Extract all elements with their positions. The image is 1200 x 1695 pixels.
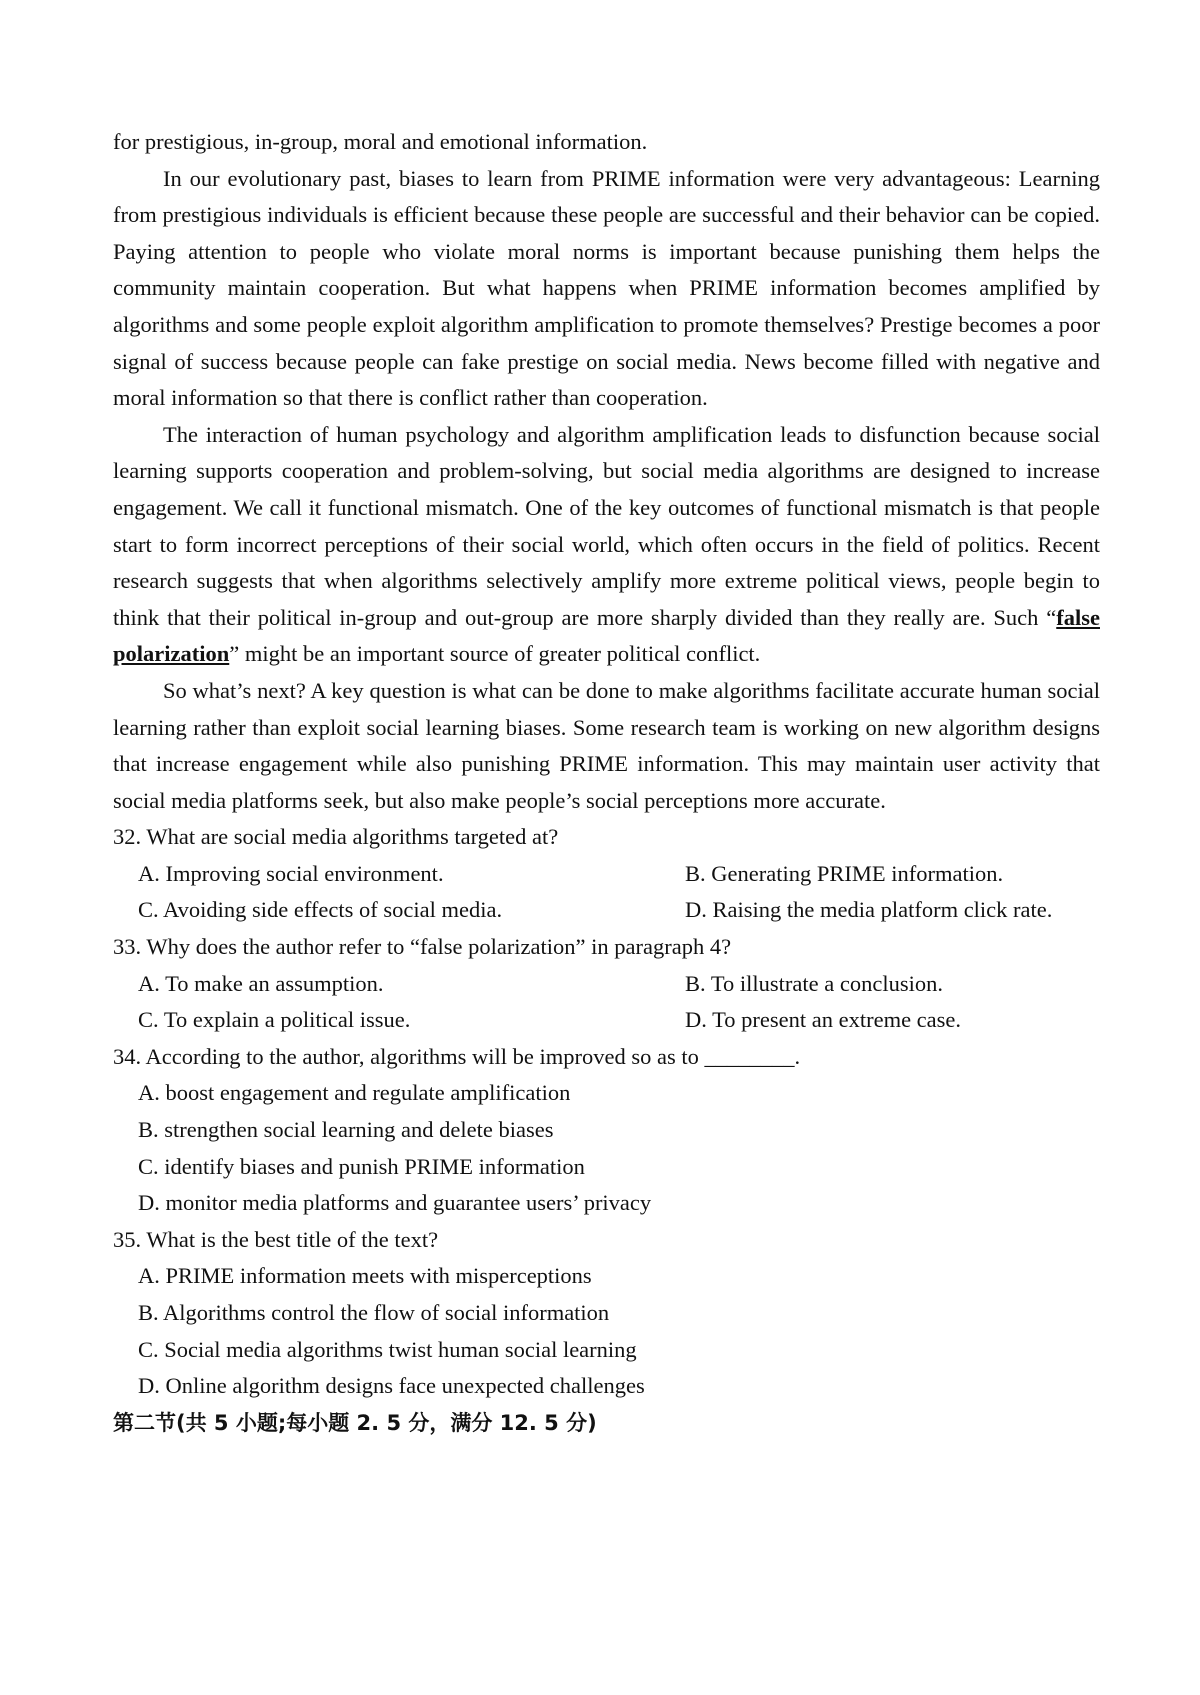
option-row	[113, 966, 1100, 1003]
false-polarization-term: false polarization	[113, 604, 1100, 667]
option-b[interactable]: B. To illustrate a conclusion.	[685, 970, 943, 996]
option-d[interactable]: D. monitor media platforms and guarantee users’ privacy	[138, 1190, 652, 1216]
exam-page	[113, 124, 1100, 1441]
question-stem: 34. According to the author, algorithms will be improved so as to ________.	[113, 1043, 801, 1069]
option-a[interactable]: A. boost engagement and regulate amplification	[138, 1080, 571, 1106]
question-stem: 33. Why does the author refer to “false polarization” in paragraph 4?	[113, 934, 732, 960]
option-c[interactable]: C. Social media algorithms twist human social learning	[138, 1336, 637, 1362]
question-32	[113, 819, 1100, 929]
option-c[interactable]: C. Avoiding side effects of social media.	[138, 897, 503, 923]
option-row	[113, 1002, 1100, 1039]
option-d[interactable]: D. Raising the media platform click rate.	[685, 897, 1053, 923]
section-heading: 第二节(共 5 小题;每小题 2. 5 分，满分 12. 5 分)	[113, 1410, 597, 1435]
option-a[interactable]: A. To make an assumption.	[138, 970, 384, 996]
passage-paragraph-next: So what’s next? A key question is what can be done to make algorithms facilitate accurate human social learning rather than exploit social learning biases. Some research team is working on new algorithm designs that increase engagement while also punishing PRIME information. This may maintain user activity that social media platforms seek, but also make people’s social perceptions more accurate.	[113, 677, 1100, 813]
question-stem: 35. What is the best title of the text?	[113, 1226, 439, 1252]
option-d[interactable]: D. Online algorithm designs face unexpected challenges	[138, 1373, 645, 1399]
question-33	[113, 929, 1100, 1039]
question-35	[113, 1222, 1100, 1405]
option-row	[113, 892, 1100, 929]
option-b[interactable]: B. Generating PRIME information.	[685, 860, 1004, 886]
paragraph-text-after-term: ” might be an important source of greater political conflict.	[229, 641, 761, 667]
option-b[interactable]: B. strengthen social learning and delete biases	[138, 1117, 554, 1143]
option-row	[113, 856, 1100, 893]
passage-paragraph-continued: for prestigious, in-group, moral and emotional information.	[113, 129, 648, 154]
option-a[interactable]: A. PRIME information meets with misperceptions	[138, 1263, 592, 1289]
option-c[interactable]: C. identify biases and punish PRIME information	[138, 1153, 585, 1179]
question-34	[113, 1039, 1100, 1222]
option-a[interactable]: A. Improving social environment.	[138, 860, 444, 886]
passage-paragraph-evolution: In our evolutionary past, biases to learn from PRIME information were very advantageous: Learning from prestigious individuals is efficient because these people are successful and their behavior can be copied. Paying attention to people who violate moral norms is important because punishing them helps the community maintain cooperation. But what happens when PRIME information becomes amplified by algorithms and some people exploit algorithm amplification to promote themselves? Prestige becomes a poor signal of success because people can fake prestige on social media. News become filled with negative and moral information so that there is conflict rather than cooperation.	[113, 165, 1100, 411]
option-c[interactable]: C. To explain a political issue.	[138, 1007, 411, 1033]
question-stem: 32. What are social media algorithms targeted at?	[113, 824, 559, 850]
option-b[interactable]: B. Algorithms control the flow of social information	[138, 1300, 610, 1325]
option-d[interactable]: D. To present an extreme case.	[685, 1007, 962, 1033]
passage-paragraph-mismatch	[113, 417, 1100, 673]
paragraph-text-before-term: The interaction of human psychology and algorithm amplification leads to disfunction because social learning supports cooperation and problem-solving, but social media algorithms are designed to increase engagement. We call it functional mismatch. One of the key outcomes of functional mismatch is that people start to form incorrect perceptions of their social world, which often occurs in the field of politics. Recent research suggests that when algorithms selectively amplify more extreme political views, people begin to think that their political in-group and out-group are more sharply divided than they really are. Such “	[113, 421, 1100, 630]
